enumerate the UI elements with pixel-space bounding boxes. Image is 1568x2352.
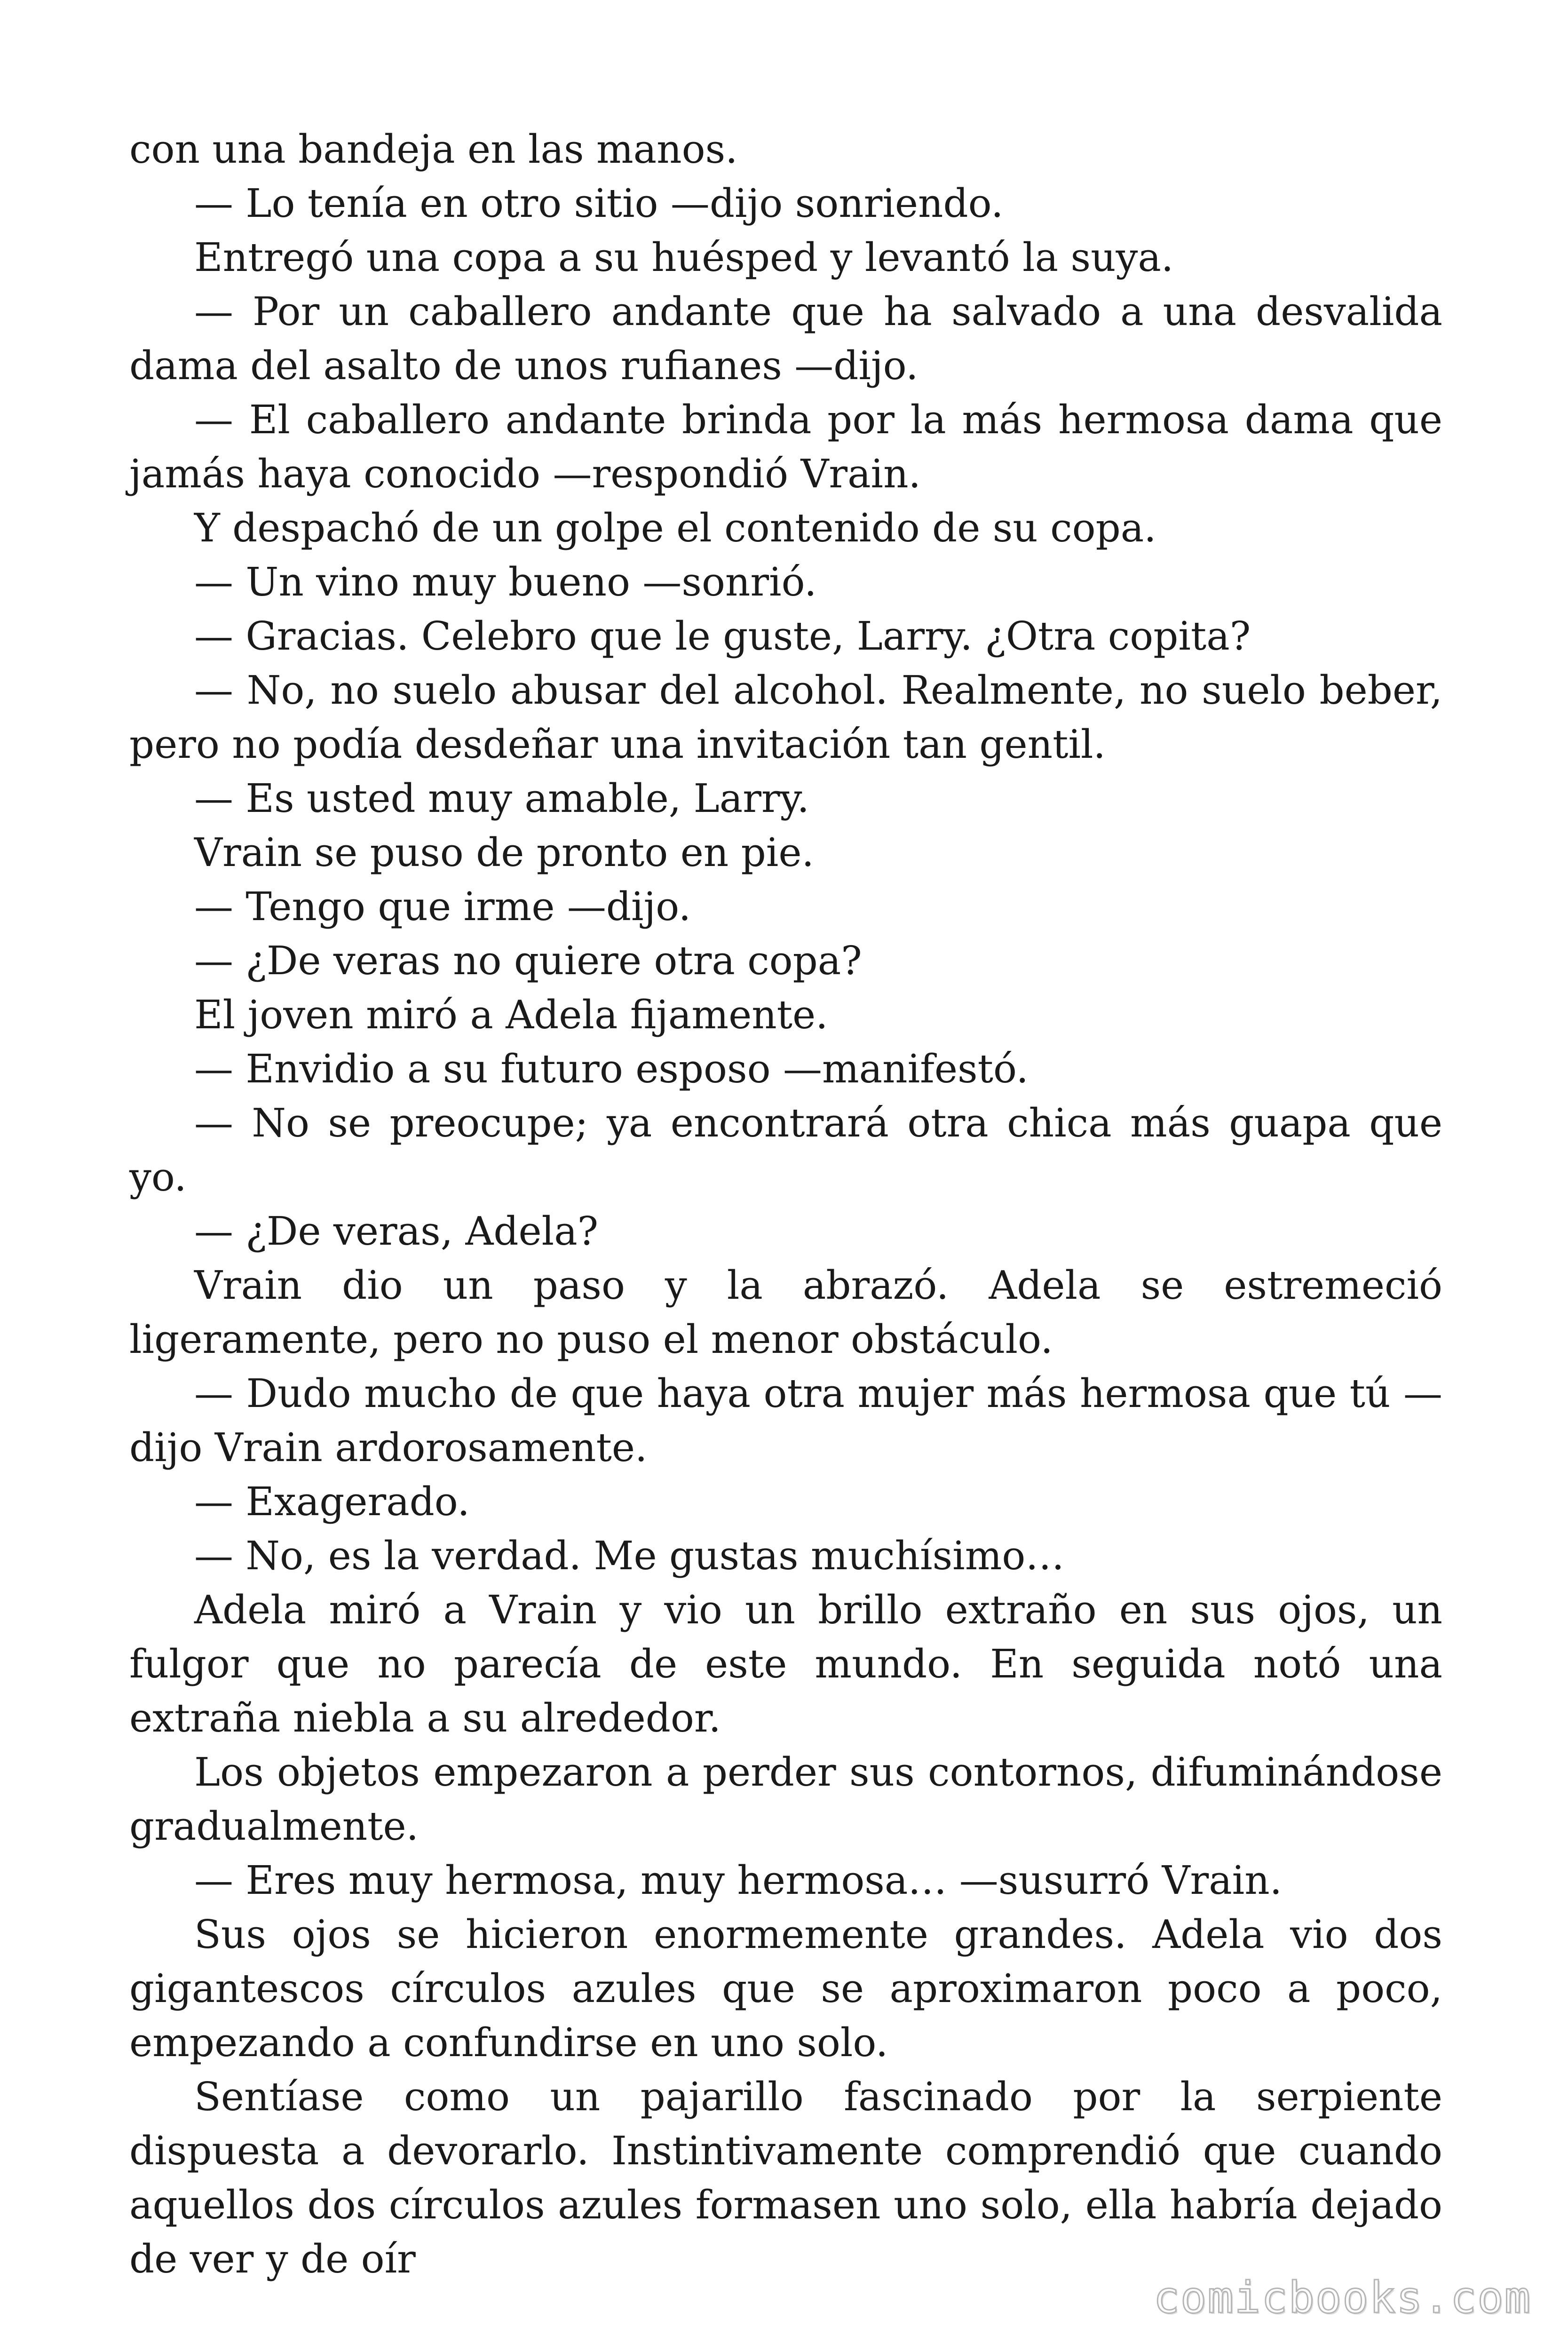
paragraph: — Dudo mucho de que haya otra mujer más hermosa que tú — dijo Vrain ardorosamente.	[129, 1371, 1442, 1470]
book-page-text	[129, 122, 1442, 2286]
paragraph: — El caballero andante brinda por la más hermosa dama que jamás haya conocido —respondió Vrain.	[129, 397, 1442, 497]
paragraph: — Por un caballero andante que ha salvado a una desvalida dama del asalto de unos rufianes —dijo.	[129, 289, 1442, 389]
paragraph: Sentíase como un pajarillo fascinado por la serpiente dispuesta a devorarlo. Instintivamente comprendió que cuando aquellos dos círculos azules formasen uno solo, ella habría dejado de ver y de oír	[129, 2074, 1442, 2282]
watermark: comicbooks.com	[1153, 2273, 1531, 2323]
paragraph: — ¿De veras no quiere otra copa?	[194, 938, 862, 984]
paragraph: Adela miró a Vrain y vio un brillo extraño en sus ojos, un fulgor que no parecía de este mundo. En seguida notó una extraña niebla a su alrededor.	[129, 1587, 1442, 1741]
paragraph: Los objetos empezaron a perder sus contornos, difuminándose gradualmente.	[129, 1749, 1442, 1849]
paragraph: — Envidio a su futuro esposo —manifestó.	[194, 1046, 1029, 1092]
paragraph: con una bandeja en las manos.	[129, 127, 738, 172]
paragraph: — Tengo que irme —dijo.	[194, 884, 691, 930]
paragraph: Sus ojos se hicieron enormemente grandes. Adela vio dos gigantescos círculos azules que se aproximaron poco a poco, empezando a confundirse en uno solo.	[129, 1912, 1442, 2066]
paragraph: Vrain se puso de pronto en pie.	[194, 830, 814, 875]
paragraph: — Lo tenía en otro sitio —dijo sonriendo.	[194, 181, 1004, 226]
paragraph: — Un vino muy bueno —sonrió.	[194, 559, 817, 605]
paragraph: El joven miró a Adela fijamente.	[194, 992, 828, 1038]
paragraph: — Es usted muy amable, Larry.	[194, 776, 809, 821]
paragraph: — No, es la verdad. Me gustas muchísimo…	[194, 1533, 1065, 1579]
paragraph: Y despachó de un golpe el contenido de su copa.	[194, 505, 1156, 551]
paragraph: Entregó una copa a su huésped y levantó la suya.	[194, 235, 1174, 280]
paragraph: Vrain dio un paso y la abrazó. Adela se estremeció ligeramente, pero no puso el menor obstáculo.	[129, 1263, 1442, 1362]
paragraph: — Gracias. Celebro que le guste, Larry. ¿Otra copita?	[194, 613, 1251, 659]
paragraph: — Exagerado.	[194, 1479, 470, 1525]
paragraph: — Eres muy hermosa, muy hermosa… —susurró Vrain.	[194, 1858, 1283, 1903]
paragraph: — ¿De veras, Adela?	[194, 1208, 599, 1254]
paragraph: — No, no suelo abusar del alcohol. Realmente, no suelo beber, pero no podía desdeñar una invitación tan gentil.	[129, 667, 1442, 767]
paragraph: — No se preocupe; ya encontrará otra chica más guapa que yo.	[129, 1100, 1442, 1200]
